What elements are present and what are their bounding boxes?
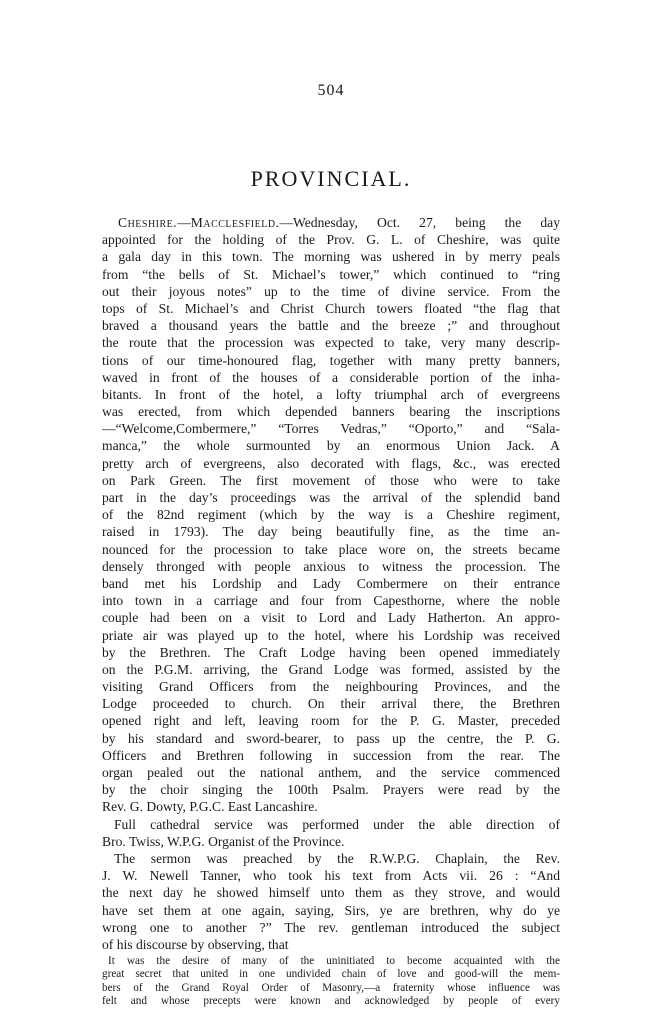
article-line: J. W. Newell Tanner, who took his text from Acts vii. 26 : “And xyxy=(102,868,560,884)
quote-line: It was the desire of many of the uninitiated to become acquainted with the xyxy=(108,955,560,968)
article-line: manca,” the whole surmounted by an enormous Union Jack. A xyxy=(102,438,560,454)
article-line: Officers and Brethren following in succession from the rear. The xyxy=(102,747,560,763)
heading-town: Macclesfield. xyxy=(190,215,280,230)
quoted-passage xyxy=(102,955,560,1009)
page-number: 504 xyxy=(317,82,345,99)
article-line: densely thronged with people anxious to witness the procession. The xyxy=(102,558,560,574)
article-line: have set them at one again, saying, Sirs, ye are brethren, why do ye xyxy=(102,902,560,918)
article-line: Lodge proceeded to church. On their arrival there, the Brethren xyxy=(102,696,560,712)
article-line: The sermon was preached by the R.W.P.G. Chaplain, the Rev. xyxy=(114,850,560,866)
article-line xyxy=(102,214,560,231)
article-line: priate air was played up to the hotel, where his Lordship was received xyxy=(102,627,560,643)
article-line: waved in front of the houses of a considerable portion of the inha- xyxy=(102,369,560,385)
article-line: by the Brethren. The Craft Lodge having been opened immediately xyxy=(102,644,560,660)
article-line: organ pealed out the national anthem, and the service commenced xyxy=(102,765,560,780)
quote-line: great secret that united in one undivided chain of love and good-will the mem- xyxy=(102,968,560,981)
article-line: Rev. G. Dowty, P.G.C. East Lancashire. xyxy=(102,799,318,815)
article-line: raised in 1793). The day being beautifully fine, as the time an- xyxy=(102,524,560,540)
article-line: visiting Grand Officers from the neighbouring Provinces, and the xyxy=(102,679,560,695)
article-line: wrong one to another ?” The rev. gentleman introduced the subject xyxy=(102,919,560,935)
article-line: appointed for the holding of the Prov. G. L. of Cheshire, was quite xyxy=(102,232,560,248)
article-line: of the 82nd regiment (which by the way is a Cheshire regiment, xyxy=(102,507,560,523)
article-body xyxy=(102,214,560,1009)
article-line: out their joyous notes” up to the time of divine service. From the xyxy=(102,283,560,299)
article-line: of his discourse by observing, that xyxy=(102,936,289,952)
page-title: PROVINCIAL. xyxy=(250,166,412,191)
article-line: Bro. Twiss, W.P.G. Organist of the Province. xyxy=(102,833,345,849)
article-line: pretty arch of evergreens, also decorated with flags, &c., was erected xyxy=(102,455,560,471)
article-line: on the P.G.M. arriving, the Grand Lodge was formed, assisted by the xyxy=(102,661,560,677)
article-line: band met his Lordship and Lady Combermere on their entrance xyxy=(102,575,560,591)
article-line: —“Welcome,Combermere,” “Torres Vedras,” “Oporto,” and “Sala- xyxy=(102,421,560,437)
article-line: was erected, from which depended banners bearing the inscriptions xyxy=(102,404,560,420)
heading-dash: — xyxy=(177,215,191,230)
heading-dash: — xyxy=(279,215,294,230)
article-line: opened right and left, leaving room for the P. G. Master, preceded xyxy=(102,713,560,729)
article-line: part in the day’s proceedings was the arrival of the splendid band xyxy=(102,490,560,505)
article-line: from “the bells of St. Michael’s tower,” which continued to “ring xyxy=(102,266,560,282)
article-line: braved a thousand years the battle and the breeze ;” and throughout xyxy=(102,318,560,334)
article-line: a gala day in this town. The morning was ushered in by merry peals xyxy=(102,249,560,265)
article-line: the route that the procession was expected to take, very many descrip- xyxy=(102,335,560,351)
article-line: on Park Green. The first movement of those who were to take xyxy=(102,472,560,488)
article-line: by his standard and sword-bearer, to pass up the centre, the P. G. xyxy=(102,730,560,746)
article-line: by the choir singing the 100th Psalm. Prayers were read by the xyxy=(102,782,560,798)
article-line: bitants. In front of the hotel, a lofty triumphal arch of evergreens xyxy=(102,386,560,402)
article-line: tops of St. Michael’s and Christ Church towers floated “the flag that xyxy=(102,300,560,316)
article-line: tions of our time-honoured flag, together with many pretty banners, xyxy=(102,352,560,368)
article-line: into town in a carriage and four from Capesthorne, where the noble xyxy=(102,593,560,609)
quote-line: bers of the Grand Royal Order of Masonry,—a fraternity whose influence was xyxy=(102,981,560,994)
line-text: Wednesday, Oct. 27, being the day xyxy=(293,215,560,230)
article-line: couple had been on a visit to Lord and Lady Hatherton. An appro- xyxy=(102,610,560,626)
article-line: nounced for the procession to take place wore on, the streets became xyxy=(102,541,560,557)
article-line: the next day he showed himself unto them as they strove, and would xyxy=(102,885,560,901)
quote-line: felt and whose precepts were known and acknowledged by people of every xyxy=(102,995,560,1008)
heading-county: Cheshire. xyxy=(118,215,178,230)
article-line: Full cathedral service was performed under the able direction of xyxy=(114,816,560,832)
